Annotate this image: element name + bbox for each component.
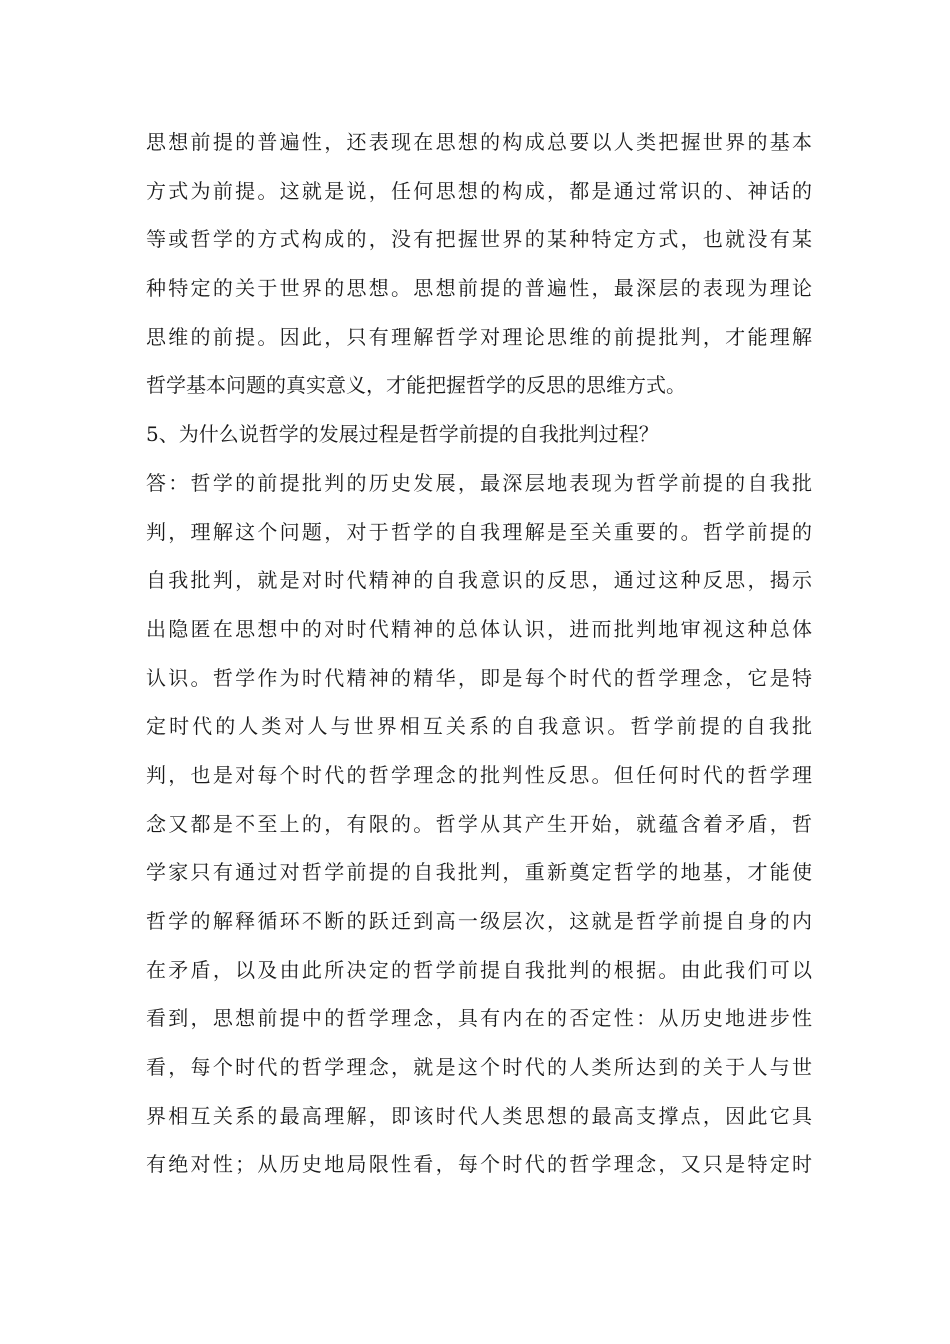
question-heading: 5、为什么说哲学的发展过程是哲学前提的自我批判过程？ [146, 422, 659, 447]
text-line: 出隐匿在思想中的对时代精神的总体认识，进而批判地审视这种总体 [146, 616, 812, 641]
text-line: 哲学的解释循环不断的跃迁到高一级层次，这就是哲学前提自身的内 [146, 909, 812, 933]
text-line: 念又都是不至上的，有限的。哲学从其产生开始，就蕴含着矛盾，哲 [146, 811, 812, 836]
text-line: 认识。哲学作为时代精神的精华，即是每个时代的哲学理念，它是特 [146, 665, 812, 690]
text-line: 判，理解这个问题，对于哲学的自我理解是至关重要的。哲学前提的 [146, 519, 812, 544]
text-line: 方式为前提。这就是说，任何思想的构成，都是通过常识的、神话的 [146, 178, 812, 203]
text-line: 思维的前提。因此，只有理解哲学对理论思维的前提批判，才能理解 [146, 324, 812, 349]
text-line: 思想前提的普遍性，还表现在思想的构成总要以人类把握世界的基本 [146, 130, 812, 154]
text-line: 哲学基本问题的真实意义，才能把握哲学的反思的思维方式。 [146, 373, 686, 398]
text-line: 等或哲学的方式构成的，没有把握世界的某种特定方式，也就没有某 [146, 227, 812, 252]
text-line: 有绝对性；从历史地局限性看，每个时代的哲学理念，又只是特定时 [146, 1152, 812, 1177]
text-line: 看到，思想前提中的哲学理念，具有内在的否定性：从历史地进步性 [146, 1006, 812, 1031]
text-line: 界相互关系的最高理解，即该时代人类思想的最高支撑点，因此它具 [146, 1103, 812, 1128]
text-line: 在矛盾，以及由此所决定的哲学前提自我批判的根据。由此我们可以 [146, 957, 812, 982]
text-line: 学家只有通过对哲学前提的自我批判，重新奠定哲学的地基，才能使 [146, 860, 812, 885]
text-line: 看，每个时代的哲学理念，就是这个时代的人类所达到的关于人与世 [146, 1055, 812, 1080]
body-text [146, 118, 812, 1189]
text-line: 定时代的人类对人与世界相互关系的自我意识。哲学前提的自我批 [146, 714, 812, 739]
text-line: 答：哲学的前提批判的历史发展，最深层地表现为哲学前提的自我批 [146, 470, 812, 495]
text-line: 自我批判，就是对时代精神的自我意识的反思，通过这种反思，揭示 [146, 568, 812, 593]
text-line: 种特定的关于世界的思想。思想前提的普遍性，最深层的表现为理论 [146, 276, 812, 301]
text-line: 判，也是对每个时代的哲学理念的批判性反思。但任何时代的哲学理 [146, 762, 812, 787]
